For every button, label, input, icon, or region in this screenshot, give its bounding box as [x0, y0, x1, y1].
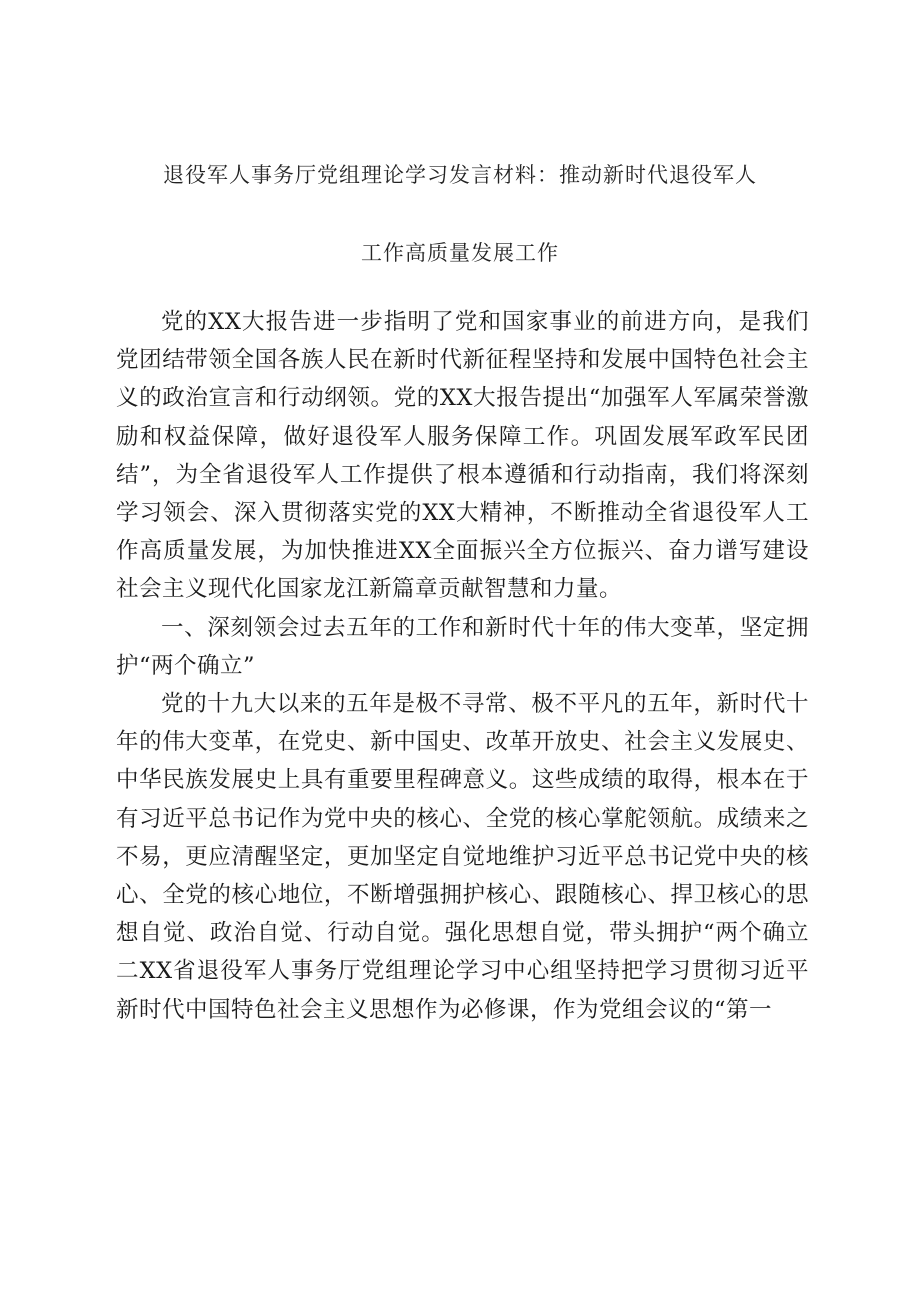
section-heading-1: 一、深刻领会过去五年的工作和新时代十年的伟大变革，坚定拥护“两个确立”: [116, 614, 809, 679]
paragraph-section-1: 党的十九大以来的五年是极不寻常、极不平凡的五年，新时代十年的伟大变革，在党史、新中国史、改革开放史、社会主义发展史、中华民族发展史上具有重要里程碑意义。这些成绩的取得，根本在于有习近平总书记作为党中央的核心、全党的核心掌舵领航。成绩来之不易，更应清醒坚定，更加坚定自觉地维护习近平总书记党中央的核心、全党的核心地位，不断增强拥护核心、跟随核心、捍卫核心的思想自觉、政治自觉、行动自觉。强化思想自觉，带头拥护“两个确立二XX省退役军人事务厅党组理论学习中心组坚持把学习贯彻习近平新时代中国特色社会主义思想作为必修课，作为党组会议的“第一: [116, 691, 809, 1023]
document-title-line-1: 退役军人事务厅党组理论学习发言材料：推动新时代退役军人: [163, 163, 757, 187]
document-body: [116, 303, 809, 1029]
document-title-line-2: 工作高质量发展工作: [361, 241, 559, 265]
paragraph-intro: 党的XX大报告进一步指明了党和国家事业的前进方向，是我们党团结带领全国各族人民在新时代新征程坚持和发展中国特色社会主义的政治宣言和行动纲领。党的XX大报告提出“加强军人军属荣誉激励和权益保障，做好退役军人服务保障工作。巩固发展军政军民团结”，为全省退役军人工作提供了根本遵循和行动指南，我们将深刻学习领会、深入贯彻落实党的XX大精神，不断推动全省退役军人工作高质量发展，为加快推进XX全面振兴全方位振兴、奋力谱写建设社会主义现代化国家龙江新篇章贡献智慧和力量。: [116, 309, 809, 603]
